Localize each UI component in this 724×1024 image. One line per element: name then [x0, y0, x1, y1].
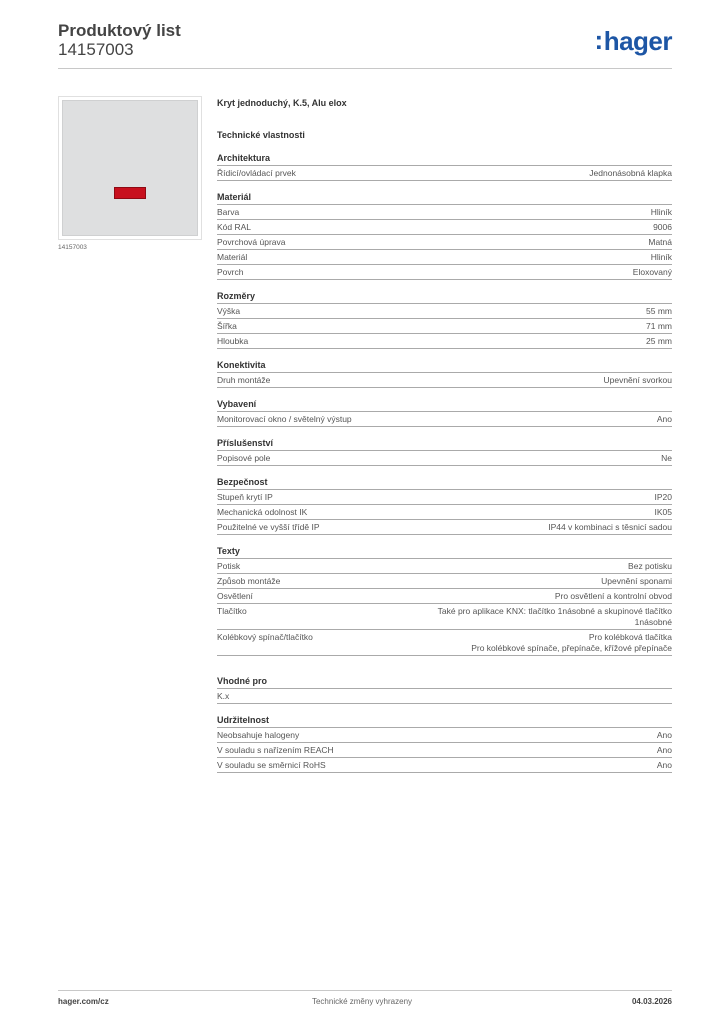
technical-properties-heading: Technické vlastnosti: [217, 130, 305, 140]
spec-value: 71 mm: [646, 321, 672, 331]
spec-label: Použitelné ve vyšší třídě IP: [217, 522, 320, 532]
spec-label: V souladu s nařízením REACH: [217, 745, 334, 755]
spec-section: [217, 475, 672, 535]
cover-plate: [62, 100, 198, 236]
spec-value: IP20: [654, 492, 672, 502]
spec-label: Mechanická odolnost IK: [217, 507, 308, 517]
spec-value: Matná: [648, 237, 672, 247]
product-name: Kryt jednoduchý, K.5, Alu elox: [217, 98, 347, 108]
spec-label: Řídicí/ovládací prvek: [217, 168, 296, 178]
section-title: Vhodné pro: [217, 674, 672, 689]
spec-value: Hliník: [650, 207, 672, 217]
spec-row: [217, 743, 672, 758]
section-title: Texty: [217, 544, 672, 559]
spec-row: [217, 220, 672, 235]
spec-row: [217, 589, 672, 604]
product-code: 14157003: [58, 40, 134, 59]
spec-label: K.x: [217, 691, 230, 701]
spec-label: Tlačítko: [217, 606, 247, 616]
logo-text: hager: [603, 26, 672, 56]
spec-row: [217, 334, 672, 349]
spec-section: [217, 436, 672, 466]
spec-value: Hliník: [650, 252, 672, 262]
spec-row: [217, 574, 672, 589]
spec-label: Potisk: [217, 561, 241, 571]
spec-section: [217, 151, 672, 181]
spec-label: Kód RAL: [217, 222, 252, 232]
product-image: [58, 96, 202, 240]
spec-value: Ano: [656, 745, 672, 755]
spec-section: [217, 713, 672, 773]
spec-value: Ne: [661, 453, 672, 463]
spec-section: [217, 190, 672, 280]
header-divider: [58, 68, 672, 69]
spec-value: Ano: [656, 760, 672, 770]
spec-section: [217, 358, 672, 388]
spec-label: Výška: [217, 306, 241, 316]
spec-row: [217, 451, 672, 466]
page-title: Produktový list: [58, 21, 181, 40]
spec-value: Pro kolébková tlačítka Pro kolébkové spínače, přepínače, křížové přepínače: [471, 632, 672, 653]
spec-label: Stupeň krytí IP: [217, 492, 273, 502]
section-title: Materiál: [217, 190, 672, 205]
spec-row: [217, 235, 672, 250]
spec-row: [217, 689, 672, 704]
section-title: Rozměry: [217, 289, 672, 304]
section-title: Udržitelnost: [217, 713, 672, 728]
spec-label: Hloubka: [217, 336, 249, 346]
section-title: Architektura: [217, 151, 672, 166]
section-title: Příslušenství: [217, 436, 672, 451]
spec-label: Kolébkový spínač/tlačítko: [217, 632, 313, 642]
spec-row: [217, 559, 672, 574]
spec-row: [217, 728, 672, 743]
spec-value: Ano: [656, 730, 672, 740]
spec-label: Barva: [217, 207, 240, 217]
spec-row: [217, 166, 672, 181]
spec-row: [217, 505, 672, 520]
hager-logo: [594, 25, 672, 56]
spec-section: [217, 397, 672, 427]
spec-row: [217, 490, 672, 505]
spec-row: [217, 319, 672, 334]
spec-value: Bez potisku: [628, 561, 672, 571]
spec-value: IP44 v kombinaci s těsnicí sadou: [548, 522, 672, 532]
spec-row: [217, 373, 672, 388]
section-title: Bezpečnost: [217, 475, 672, 490]
spec-section: [217, 289, 672, 349]
spec-label: Monitorovací okno / světelný výstup: [217, 414, 352, 424]
spec-value: Eloxovaný: [632, 267, 672, 277]
spec-label: Neobsahuje halogeny: [217, 730, 300, 740]
spec-section: [217, 544, 672, 656]
spec-value: 25 mm: [646, 336, 672, 346]
spec-row: [217, 265, 672, 280]
footer-website: hager.com/cz: [58, 997, 109, 1006]
spec-sections: [217, 151, 672, 773]
spec-label: Způsob montáže: [217, 576, 281, 586]
section-title: Konektivita: [217, 358, 672, 373]
section-title: Vybavení: [217, 397, 672, 412]
spec-row: [217, 205, 672, 220]
spec-value: Upevnění sponami: [601, 576, 672, 586]
spec-row: [217, 250, 672, 265]
spec-value: Pro osvětlení a kontrolní obvod: [554, 591, 672, 601]
spec-value: Také pro aplikace KNX: tlačítko 1násobné a skupinové tlačítko 1násobné: [437, 606, 672, 627]
spec-row: [217, 412, 672, 427]
footer-notice: Technické změny vyhrazeny: [311, 997, 413, 1006]
spec-row: [217, 520, 672, 535]
spec-value: Jednonásobná klapka: [589, 168, 672, 178]
spec-value: IK05: [654, 507, 672, 517]
spec-row: [217, 630, 672, 656]
spec-section: [217, 674, 672, 704]
spec-label: Materiál: [217, 252, 248, 262]
image-caption: 14157003: [58, 244, 87, 251]
spec-label: Povrch: [217, 267, 244, 277]
spec-value: Ano: [656, 414, 672, 424]
spec-label: Šířka: [217, 321, 237, 331]
spec-value: 55 mm: [646, 306, 672, 316]
logo-mark: :: [594, 25, 603, 55]
indicator-window: [114, 187, 146, 199]
footer-date: 04.03.2026: [631, 997, 672, 1006]
spec-row: [217, 604, 672, 630]
spec-label: Povrchová úprava: [217, 237, 286, 247]
footer-divider: [58, 990, 672, 991]
product-specs: [217, 96, 672, 782]
spec-value: 9006: [653, 222, 672, 232]
spec-label: V souladu se směrnicí RoHS: [217, 760, 326, 770]
spec-label: Osvětlení: [217, 591, 253, 601]
spec-label: Popisové pole: [217, 453, 271, 463]
spec-label: Druh montáže: [217, 375, 271, 385]
spec-row: [217, 758, 672, 773]
spec-value: Upevnění svorkou: [603, 375, 672, 385]
spec-row: [217, 304, 672, 319]
